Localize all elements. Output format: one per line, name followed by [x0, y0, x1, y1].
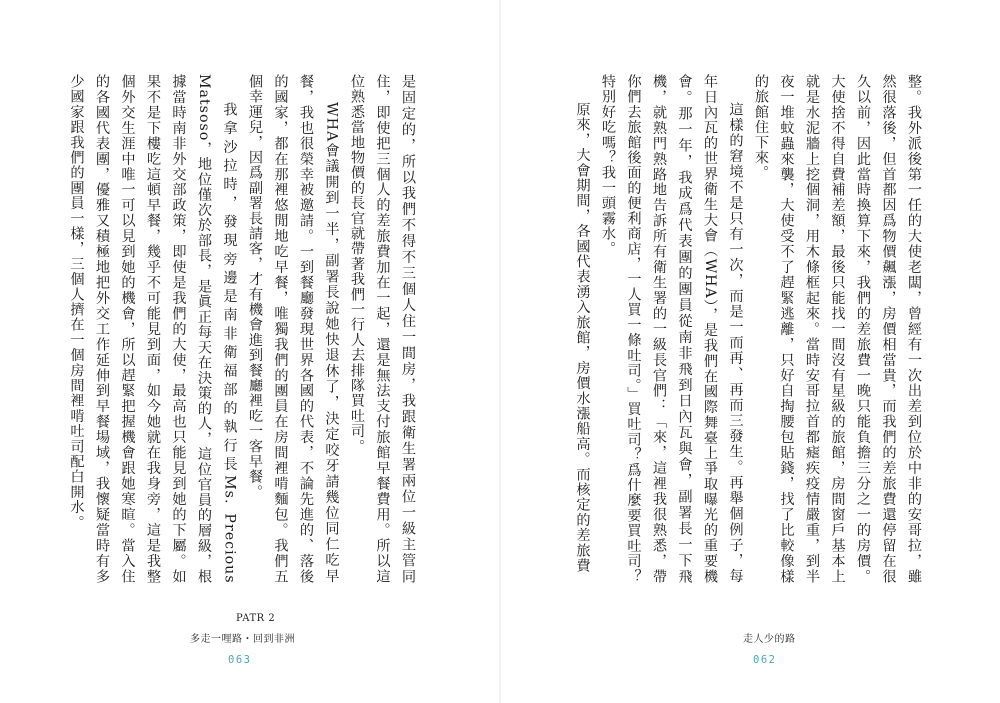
paragraph: 我拿沙拉時，發現旁邊是南非衛福部的執行長Ms. Precious Matsoso，地位僅次於部長，是眞正每天在決策的人，這位官員的層級，根據當時南非外交部政策，即使是我們的大使，最高也只能見到她的下屬。如果不是下樓吃這頓早餐，幾乎不可能見到面，如今她就在我身旁，這是我整個外交生涯中唯一可以見到她的機會，所以趕緊把握機會跟她寒暄。當入住的各國代表團，優雅又積極地把外交工作延伸到早餐場域，我懷疑當時有多少國家跟我們的團員一樣，三個人擠在一個房間裡啃吐司配白開水。 — [68, 74, 238, 584]
paragraph: 原來，大會期間，各國代表湧入旅館，房價水漲船高。而核定的差旅費 — [574, 102, 591, 574]
paragraph: 整。我外派後第一任的大使老闆，曾經有一次出差到位於中非的安哥拉，雖然很落後，但首都因爲物價飆漲，房價相當貴，而我們的差旅費還停留在很久以前，因此當時換算下來，我們的差旅費一晚只能負擔三分之一的房價。大使捨不得自費補差額，最後只能找一間沒有星級的旅館，房間窗戶基本上就是水泥牆上挖個洞，用木條框起來。當時安哥拉首都瘧疾疫情嚴重，到半夜一堆蚊蟲來襲，大使受不了趕緊逃離，只好自掏腰包貼錢，找了比較像樣的旅館住下來。 — [753, 74, 922, 584]
page-number-right: 062 — [753, 654, 777, 666]
paragraph: WHA會議開到一半，副署長說她快退休了，決定咬牙請幾位同仁吃早餐，我也很榮幸被邀請。一到餐廳發現世界各國的代表，不論先進的、落後的國家，都在那裡悠閒地吃早餐，唯獨我們的團員在房間裡啃麵包。我們五個幸運兒，因爲副署長請客，才有機會進到餐廳裡吃一客早餐。 — [247, 74, 340, 584]
running-head-right: 走人少的路 — [743, 634, 796, 645]
left-page-body — [68, 74, 420, 584]
paragraph: 這樣的窘境不是只有一次，而是一而再、再而三發生。再舉個例子，每年日內瓦的世界衛生大會（WHA），是我們在國際舞臺上爭取曝光的重要機會。那一年，我成爲代表團的團員從南非飛到日內瓦與會，副署長一下飛機，就熟門熟路地告訴所有衛生署的一級長官們：「來，這裡我很熟悉，帶你們去旅館後面的便利商店，一人買一條吐司。」買吐司？爲什麼要買吐司？特別好吃嗎？我一頭霧水。 — [600, 74, 744, 584]
right-page-body — [574, 74, 926, 584]
page-number-left: 063 — [228, 654, 252, 666]
running-head-left: 多走一哩路・回到非洲 — [190, 634, 295, 645]
part-label: PATR 2 — [236, 613, 276, 624]
paragraph: 是固定的，所以我們不得不三個人住一間房，我跟衛生署兩位一級主管同住，即使把三個人的差旅費加在一起，還是無法支付旅館早餐費用。所以這位熟悉當地物價的長官就帶著我們一行人去排隊買吐司。 — [349, 74, 416, 584]
right-page — [500, 0, 1000, 703]
